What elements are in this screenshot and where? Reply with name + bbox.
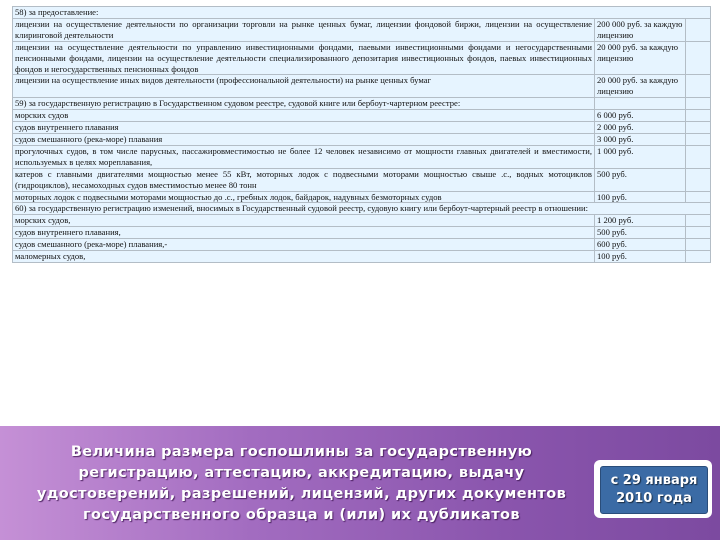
section-title: 60) за государственную регистрацию изменений, вносимых в Государственный судовой реестр, судовую книгу или бербоут-чартерный реестр в отношении:	[13, 203, 711, 215]
banner-line: регистрацию, аттестацию, аккредитацию, выдачу	[78, 465, 525, 481]
empty-cell	[686, 18, 711, 41]
fee-amount: 100 руб.	[595, 251, 686, 263]
fee-amount: 500 руб.	[595, 168, 686, 191]
empty-cell	[686, 41, 711, 75]
date-badge-line2: 2010 года	[616, 491, 692, 506]
fee-row	[13, 168, 711, 191]
section-header-row	[13, 7, 711, 19]
banner-line: удостоверений, разрешений, лицензий, других документов	[36, 486, 567, 502]
fee-amount: 1 200 руб.	[595, 215, 686, 227]
fee-row	[13, 191, 711, 203]
fee-description: катеров с главными двигателями мощностью менее 55 кВт, моторных лодок с подвесными моторами мощностью свыше .с., водных мотоциклов (гидроциклов), несамоходных судов вместимостью менее 80 тонн	[13, 168, 595, 191]
section-row	[13, 98, 711, 110]
fee-amount	[595, 98, 686, 110]
fee-description: судов смешанного (река-море) плавания,-	[13, 239, 595, 251]
empty-cell	[686, 145, 711, 168]
fee-description: судов смешанного (река-море) плавания	[13, 133, 595, 145]
fee-description: прогулочных судов, в том числе парусных, пассажировместимостью не более 12 человек независимо от мощности главных двигателей и вместимости, используемых в целях мореплавания,	[13, 145, 595, 168]
fee-amount: 200 000 руб. за каждую лицензию	[595, 18, 686, 41]
fee-row	[13, 251, 711, 263]
fee-amount: 100 руб.	[595, 191, 686, 203]
date-badge	[600, 466, 708, 514]
fee-table	[12, 6, 711, 263]
fee-row	[13, 110, 711, 122]
fee-amount: 1 000 руб.	[595, 145, 686, 168]
fee-description: моторных лодок с подвесными моторами мощностью до .с., гребных лодок, байдарок, надувных безмоторных судов	[13, 191, 595, 203]
fee-amount: 3 000 руб.	[595, 133, 686, 145]
fee-table-body	[13, 7, 711, 263]
fee-description: 59) за государственную регистрацию в Государственном судовом реестре, судовой книге или бербоут-чартерном реестре:	[13, 98, 595, 110]
fee-description: судов внутреннего плавания,	[13, 227, 595, 239]
empty-cell	[686, 133, 711, 145]
banner-title	[14, 430, 589, 538]
fee-amount: 500 руб.	[595, 227, 686, 239]
fee-description: судов внутреннего плавания	[13, 122, 595, 134]
banner-line: Величина размера госпошлины за государственную	[70, 444, 533, 460]
fee-description: лицензии на осуществление деятельности по управлению инвестиционными фондами, паевыми инвестиционными фондами и негосударственными пенсионными фондами, лицензии на осуществление деятельности специализированного депозитария инвестиционных фондов, паевых инвестиционных фондов и негосударственных пенсионных фондов	[13, 41, 595, 75]
banner-line: государственного образца и (или) их дубликатов	[83, 507, 520, 523]
empty-cell	[686, 239, 711, 251]
empty-cell	[686, 227, 711, 239]
fee-row	[13, 215, 711, 227]
fee-row	[13, 122, 711, 134]
fee-row	[13, 75, 711, 98]
empty-cell	[686, 168, 711, 191]
date-badge-line1: с 29 января	[610, 473, 698, 488]
empty-cell	[686, 110, 711, 122]
fee-row	[13, 145, 711, 168]
fee-amount: 20 000 руб. за каждую лицензию	[595, 75, 686, 98]
section-title: 58) за предоставление:	[13, 7, 711, 19]
fee-description: лицензии на осуществление деятельности по организации торговли на рынке ценных бумаг, лицензии фондовой биржи, лицензии на осуществление клиринговой деятельности	[13, 18, 595, 41]
fee-amount: 2 000 руб.	[595, 122, 686, 134]
fee-row	[13, 133, 711, 145]
empty-cell	[686, 191, 711, 203]
section-header-row	[13, 203, 711, 215]
fee-amount: 20 000 руб. за каждую лицензию	[595, 41, 686, 75]
fee-description: маломерных судов,	[13, 251, 595, 263]
empty-cell	[686, 122, 711, 134]
empty-cell	[686, 215, 711, 227]
fee-row	[13, 239, 711, 251]
fee-row	[13, 18, 711, 41]
fee-amount: 600 руб.	[595, 239, 686, 251]
empty-cell	[686, 75, 711, 98]
empty-cell	[686, 251, 711, 263]
fee-description: лицензии на осуществление иных видов деятельности (профессиональной деятельности) на рынке ценных бумаг	[13, 75, 595, 98]
fee-row	[13, 41, 711, 75]
fee-amount: 6 000 руб.	[595, 110, 686, 122]
empty-cell	[686, 98, 711, 110]
fee-description: морских судов,	[13, 215, 595, 227]
fee-row	[13, 227, 711, 239]
banner-title-lines	[37, 442, 566, 526]
fee-description: морских судов	[13, 110, 595, 122]
